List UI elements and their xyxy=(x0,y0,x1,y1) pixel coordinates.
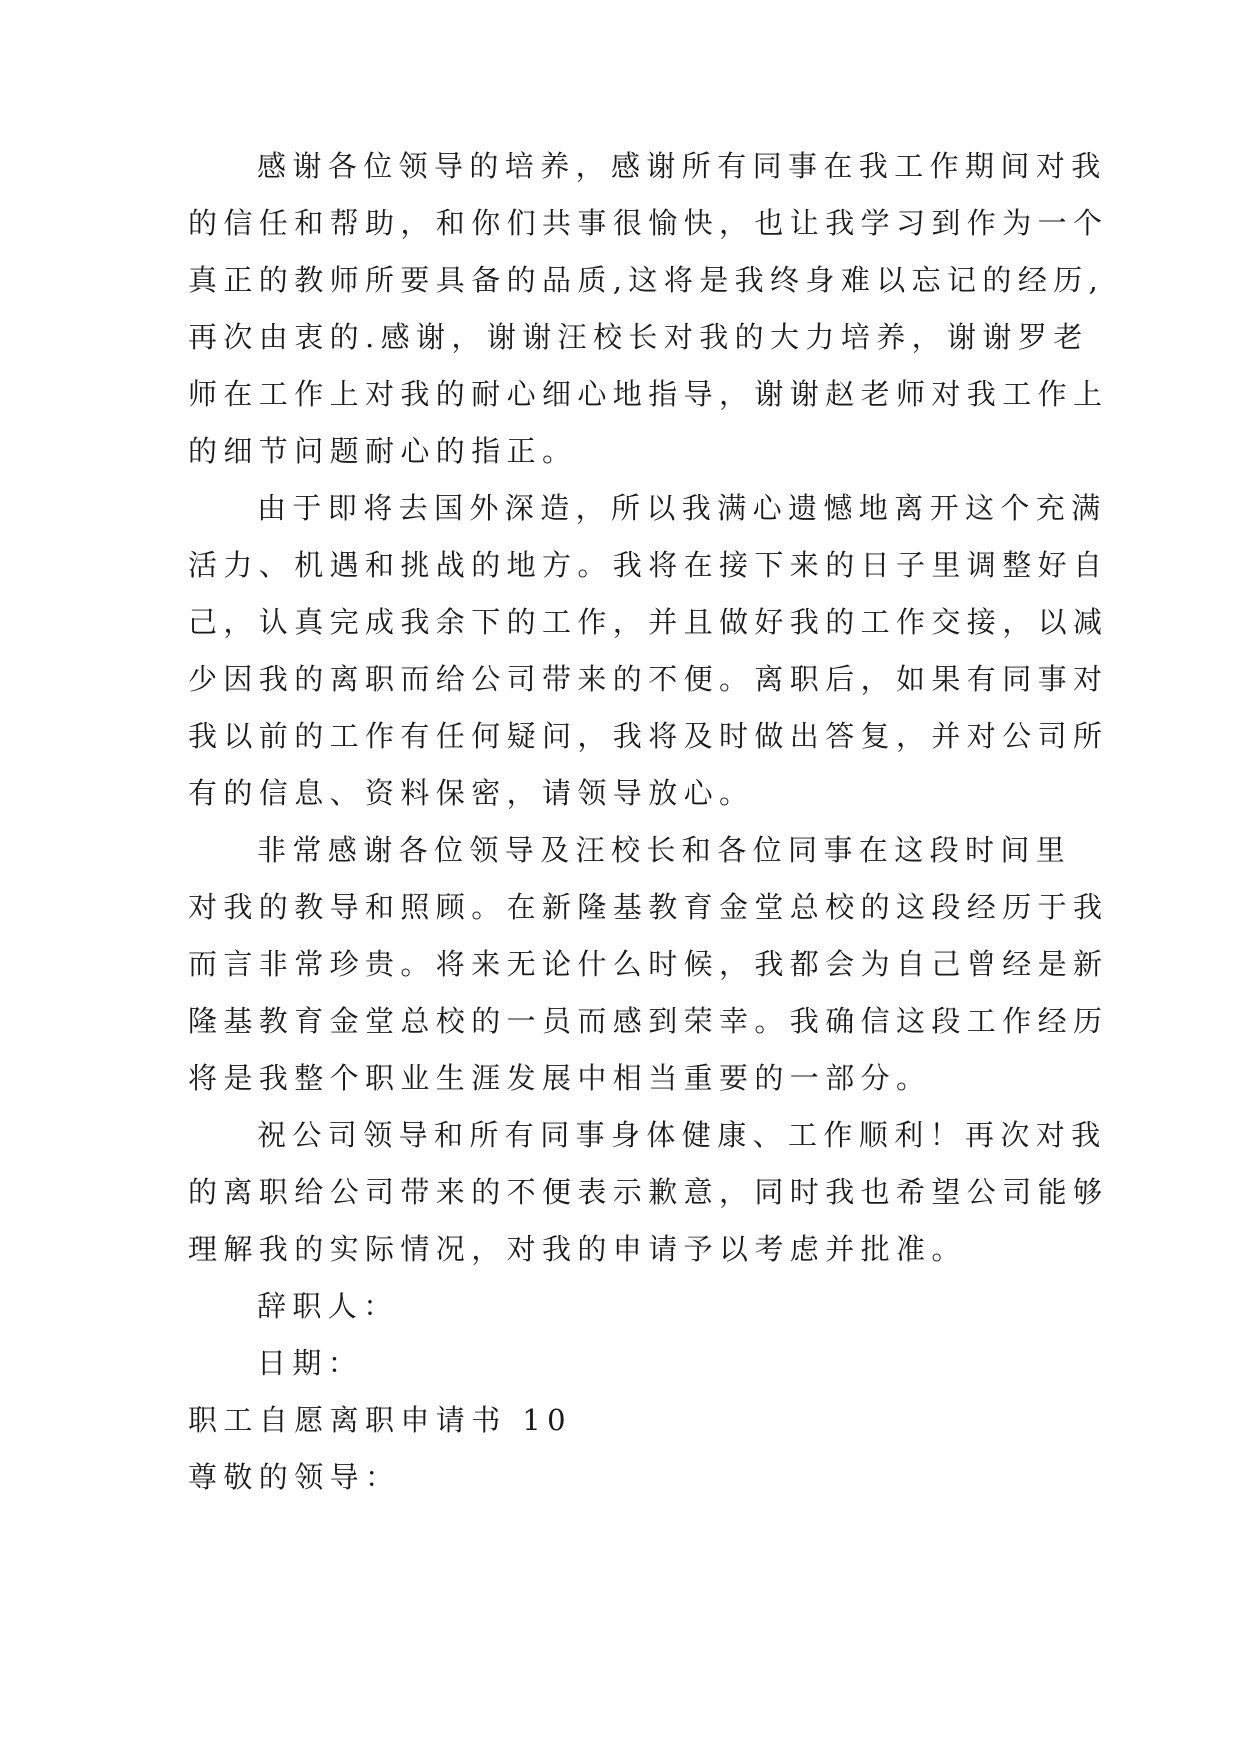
signature-label: 辞职人： xyxy=(257,1289,399,1323)
paragraph-2-line-2: 活力、机遇和挑战的地方。我将在接下来的日子里调整好自 xyxy=(188,548,1109,582)
paragraph-3-line-4: 隆基教育金堂总校的一员而感到荣幸。我确信这段工作经历 xyxy=(188,1004,1109,1038)
paragraph-2-line-5: 我以前的工作有任何疑问，我将及时做出答复，并对公司所 xyxy=(188,719,1109,753)
paragraph-2-line-6: 有的信息、资料保密，请领导放心。 xyxy=(188,776,755,810)
paragraph-4-line-3: 理解我的实际情况，对我的申请予以考虑并批准。 xyxy=(188,1232,967,1266)
paragraph-1-line-3: 真正的教师所要具备的品质,这将是我终身难以忘记的经历, xyxy=(188,263,1105,297)
paragraph-2-line-1: 由于即将去国外深造，所以我满心遗憾地离开这个充满 xyxy=(257,491,1107,525)
paragraph-3-line-3: 而言非常珍贵。将来无论什么时候，我都会为自己曾经是新 xyxy=(188,947,1109,981)
next-letter-title: 职工自愿离职申请书 10 xyxy=(188,1403,572,1437)
paragraph-4-line-2: 的离职给公司带来的不便表示歉意，同时我也希望公司能够 xyxy=(188,1175,1109,1209)
paragraph-3-line-1: 非常感谢各位领导及汪校长和各位同事在这段时间里 xyxy=(257,833,1072,867)
paragraph-1-line-6: 的细节问题耐心的指正。 xyxy=(188,434,578,468)
paragraph-1-line-5: 师在工作上对我的耐心细心地指导，谢谢赵老师对我工作上 xyxy=(188,377,1109,411)
paragraph-3-line-5: 将是我整个职业生涯发展中相当重要的一部分。 xyxy=(188,1061,932,1095)
paragraph-2-line-3: 己，认真完成我余下的工作，并且做好我的工作交接，以减 xyxy=(188,605,1109,639)
paragraph-1-line-4: 再次由衷的.感谢，谢谢汪校长对我的大力培养，谢谢罗老 xyxy=(188,320,1089,354)
paragraph-3-line-2: 对我的教导和照顾。在新隆基教育金堂总校的这段经历于我 xyxy=(188,890,1109,924)
paragraph-4-line-1: 祝公司领导和所有同事身体健康、工作顺利！再次对我 xyxy=(257,1118,1107,1152)
date-label: 日期： xyxy=(257,1346,364,1380)
paragraph-2-line-4: 少因我的离职而给公司带来的不便。离职后，如果有同事对 xyxy=(188,662,1109,696)
paragraph-1-line-1: 感谢各位领导的培养，感谢所有同事在我工作期间对我 xyxy=(257,149,1107,183)
salutation: 尊敬的领导： xyxy=(188,1460,401,1494)
paragraph-1-line-2: 的信任和帮助，和你们共事很愉快，也让我学习到作为一个 xyxy=(188,206,1109,240)
